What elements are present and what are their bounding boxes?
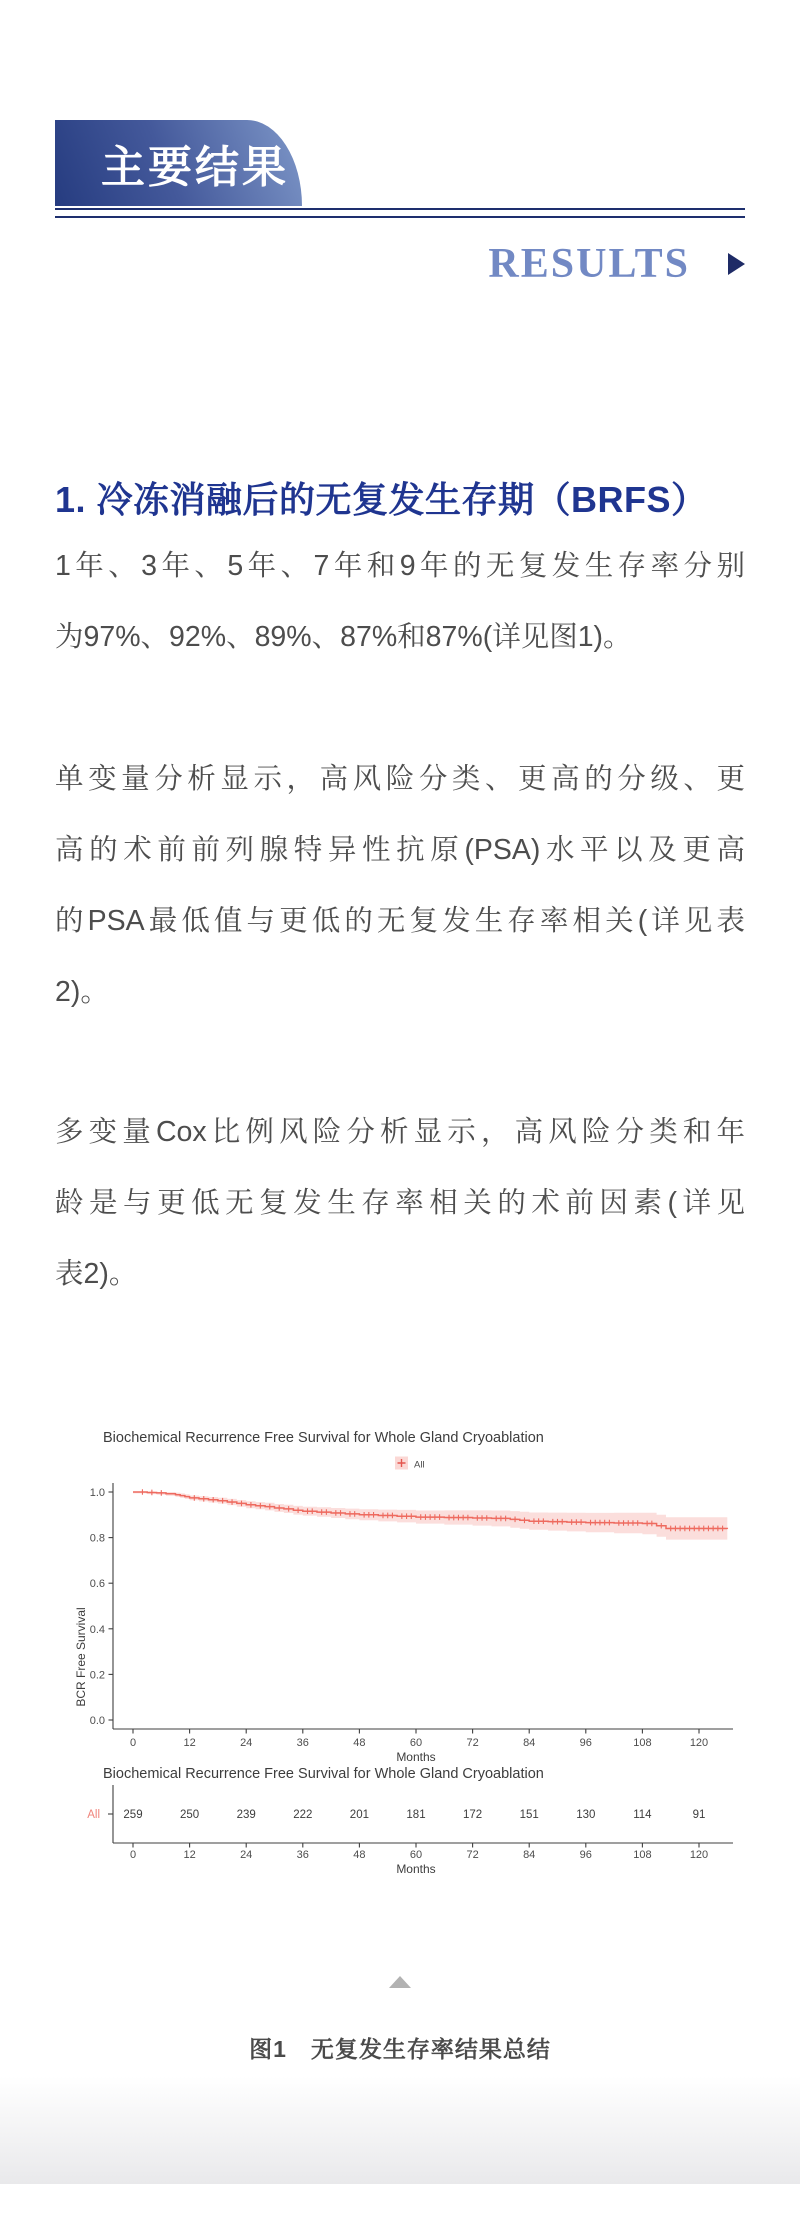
svg-text:1.0: 1.0 xyxy=(89,1487,105,1499)
svg-text:60: 60 xyxy=(409,1849,423,1861)
paragraph-survival-rates xyxy=(55,531,745,673)
divider-line-bottom xyxy=(55,216,745,218)
svg-text:114: 114 xyxy=(633,1809,652,1821)
censor-marks xyxy=(140,1489,726,1531)
tick-labels xyxy=(90,1487,708,1861)
paragraph-multivariate-analysis xyxy=(55,1097,745,1310)
body-text-line: 多变量Cox比例风险分析显示，高风险分类和年 xyxy=(55,1116,745,1148)
svg-text:0: 0 xyxy=(129,1737,137,1749)
svg-text:36: 36 xyxy=(296,1849,309,1861)
svg-text:0.6: 0.6 xyxy=(89,1578,105,1591)
svg-text:24: 24 xyxy=(240,1849,253,1861)
svg-text:72: 72 xyxy=(466,1849,479,1861)
svg-text:0.8: 0.8 xyxy=(89,1532,105,1545)
triangle-up-icon xyxy=(389,1976,411,1988)
axes xyxy=(108,1483,733,1848)
svg-text:36: 36 xyxy=(296,1737,309,1749)
body-text-line: 的PSA最低值与更低的无复发生存率相关(详见表 xyxy=(55,905,745,937)
svg-text:108: 108 xyxy=(633,1849,652,1861)
body-text-line: 单变量分析显示，高风险分类、更高的分级、更 xyxy=(55,763,745,795)
svg-text:72: 72 xyxy=(466,1737,479,1749)
svg-text:130: 130 xyxy=(576,1809,596,1821)
svg-text:259: 259 xyxy=(123,1809,143,1821)
svg-text:120: 120 xyxy=(689,1849,709,1861)
svg-text:60: 60 xyxy=(409,1737,423,1749)
svg-text:181: 181 xyxy=(406,1809,426,1821)
body-text-line: 2)。 xyxy=(55,976,109,1008)
risk-table-title: Biochemical Recurrence Free Survival for Whole Gland Cryoablation xyxy=(103,1766,544,1782)
svg-text:84: 84 xyxy=(523,1737,536,1749)
footer-gradient xyxy=(0,2076,800,2184)
svg-text:239: 239 xyxy=(236,1809,256,1821)
chart-legend xyxy=(395,1457,425,1471)
legend-label: All xyxy=(414,1459,425,1471)
section-banner xyxy=(55,120,302,206)
km-survival-chart xyxy=(70,1395,760,1900)
svg-text:222: 222 xyxy=(293,1809,313,1821)
y-axis-label: BCR Free Survival xyxy=(74,1607,88,1707)
risk-table-values xyxy=(123,1809,705,1821)
svg-text:120: 120 xyxy=(689,1737,709,1749)
results-row xyxy=(55,243,745,285)
svg-text:250: 250 xyxy=(180,1809,200,1821)
svg-text:12: 12 xyxy=(183,1849,196,1861)
section-heading: 1. 冷冻消融后的无复发生存期（BRFS） xyxy=(55,479,708,520)
svg-text:201: 201 xyxy=(349,1809,369,1821)
svg-text:48: 48 xyxy=(353,1737,366,1749)
svg-text:96: 96 xyxy=(579,1737,592,1749)
arrow-right-icon xyxy=(728,253,745,275)
svg-text:12: 12 xyxy=(183,1737,196,1749)
body-text-line: 为97%、92%、89%、87%和87%(详见图1)。 xyxy=(55,621,632,653)
svg-text:24: 24 xyxy=(240,1737,253,1749)
svg-text:0.2: 0.2 xyxy=(89,1669,105,1682)
svg-text:91: 91 xyxy=(692,1809,706,1821)
divider-line-top xyxy=(55,208,745,210)
svg-text:0.4: 0.4 xyxy=(89,1623,105,1636)
risk-row-label: All xyxy=(87,1809,100,1821)
figure-caption: 图1 无复发生存率结果总结 xyxy=(249,2036,551,2062)
chart-title: Biochemical Recurrence Free Survival for Whole Gland Cryoablation xyxy=(103,1430,544,1446)
svg-text:108: 108 xyxy=(633,1737,652,1749)
svg-text:0.0: 0.0 xyxy=(89,1715,105,1727)
svg-text:84: 84 xyxy=(523,1849,536,1861)
body-text-line: 龄是与更低无复发生存率相关的术前因素(详见 xyxy=(55,1187,745,1219)
paragraph-univariate-analysis xyxy=(55,744,745,1028)
svg-text:0: 0 xyxy=(129,1849,137,1861)
body-text-line: 表2)。 xyxy=(55,1258,138,1290)
svg-text:48: 48 xyxy=(353,1849,366,1861)
svg-text:151: 151 xyxy=(519,1809,539,1821)
body-text-line: 高的术前前列腺特异性抗原(PSA)水平以及更高 xyxy=(55,834,745,866)
x-axis-label: Months xyxy=(396,1750,436,1764)
risk-x-axis-label: Months xyxy=(396,1862,436,1876)
banner-title: 主要结果 xyxy=(101,143,289,192)
body-text-line: 1年、3年、5年、7年和9年的无复发生存率分别 xyxy=(55,550,745,582)
svg-text:172: 172 xyxy=(463,1809,483,1821)
results-label: RESULTS xyxy=(488,241,690,287)
svg-text:96: 96 xyxy=(579,1849,592,1861)
